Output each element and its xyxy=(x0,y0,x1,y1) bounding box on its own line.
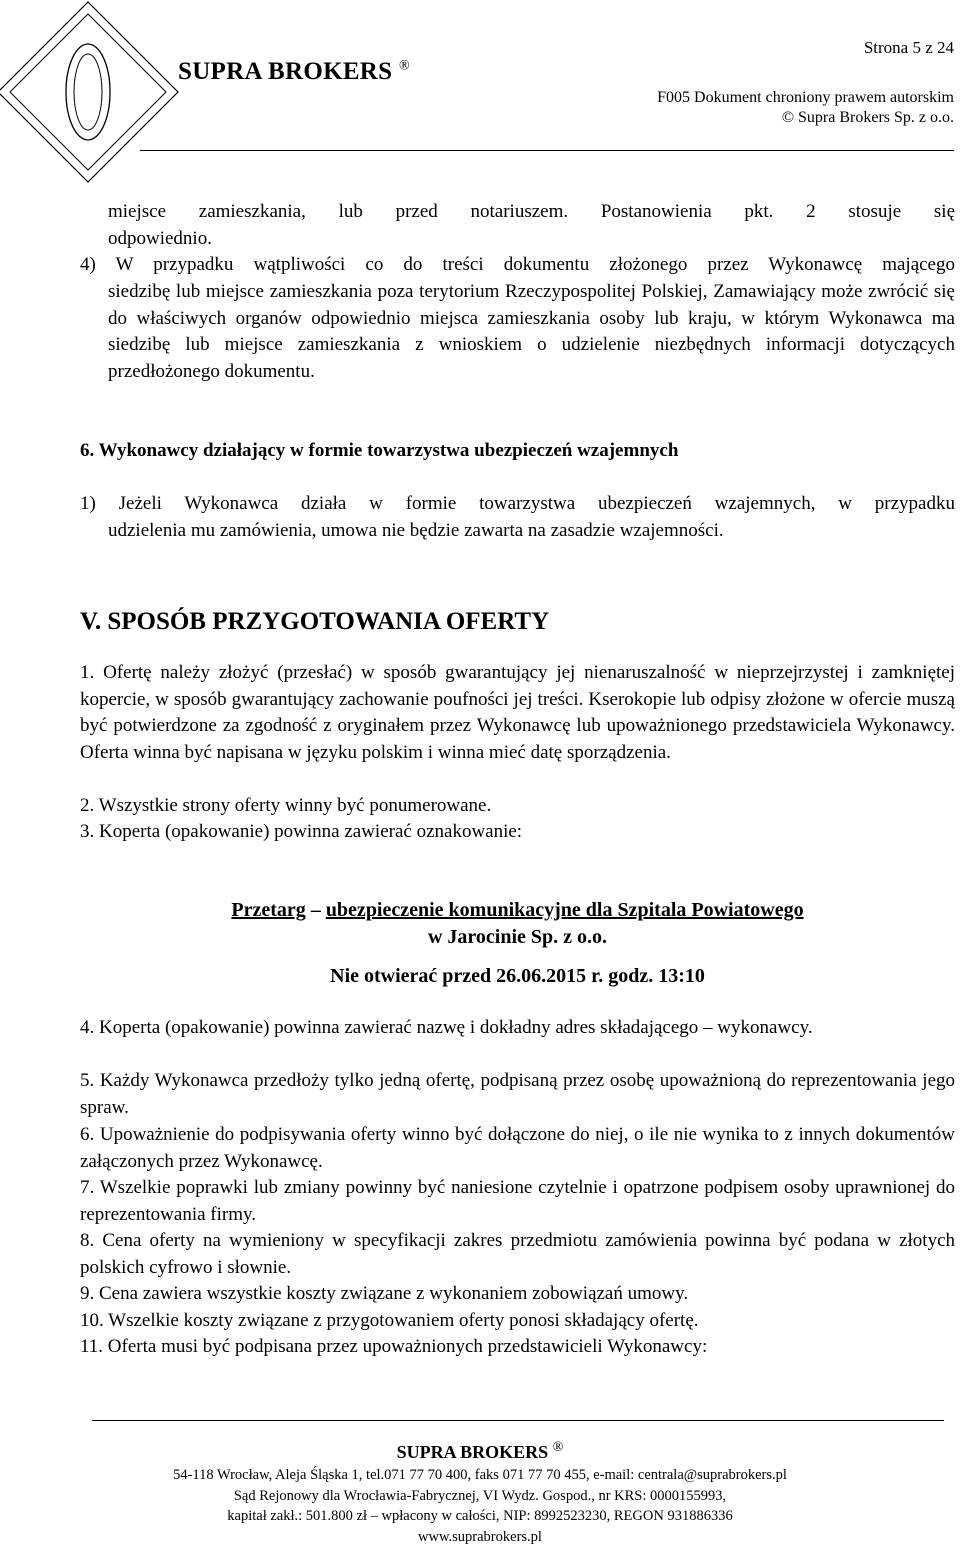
paragraph-2: 2. Wszystkie strony oferty winny być ponumerowane. xyxy=(80,795,492,816)
paragraph-6: 6. Upoważnienie do podpisywania oferty winno być dołączone do niej, o ile nie wynika to z innych dokumentów załączonych przez Wykonawcę. xyxy=(80,1124,955,1172)
paragraph-7: 7. Wszelkie poprawki lub zmiany powinny być naniesione czytelnie i opatrzone podpisem osoby uprawnionej do reprezentowania firmy. xyxy=(80,1177,955,1225)
header-divider xyxy=(140,150,954,151)
paragraph-9: 9. Cena zawiera wszystkie koszty związane z wykonaniem zobowiązań umowy. xyxy=(80,1283,689,1304)
paragraph-4: 4. Koperta (opakowanie) powinna zawierać nazwę i dokładny adres składającego – wykonawcy. xyxy=(80,1017,813,1038)
document-protection-note: F005 Dokument chroniony prawem autorskim xyxy=(657,89,954,106)
footer-court-registration: Sąd Rejonowy dla Wrocławia-Fabrycznej, VI Wydz. Gospod., nr KRS: 0000155993, xyxy=(233,1487,727,1504)
paragraph-10: 10. Wszelkie koszty związane z przygotowaniem oferty ponosi składający ofertę. xyxy=(80,1310,699,1331)
footer-address: 54-118 Wrocław, Aleja Śląska 1, tel.071 77 70 400, faks 071 77 70 455, e-mail: centrala@suprabrokers.pl xyxy=(173,1467,787,1483)
item-4-lead: 4) W przypadku wątpliwości co do treści dokumentu złożonego przez Wykonawcę mającego xyxy=(80,254,955,275)
item-6-1-lead: 1) Jeżeli Wykonawca działa w formie towarzystwa ubezpieczeń wzajemnych, w przypadku xyxy=(80,493,955,514)
envelope-label-line-1: Przetarg – ubezpieczenie komunikacyjne dla Szpitala Powiatowego xyxy=(231,899,804,921)
item-4-text: siedzibę lub miejsce zamieszkania poza terytorium Rzeczypospolitej Polskiej, Zamawiający może zwrócić się do właściwych organów odpowiednio miejsca zamieszkania osoby lub kraju, w którym Wykonawca ma siedzibę lub miejsce zamieszkania z wnioskiem o udzielenie niezbędnych informacji dotyczących przedłożonego dokumentu. xyxy=(108,281,955,382)
continuation-line-end: odpowiednio. xyxy=(108,228,212,249)
page-number: Strona 5 z 24 xyxy=(863,38,954,57)
footer-brand: SUPRA BROKERS ® xyxy=(396,1440,564,1462)
footer-contact xyxy=(0,1465,960,1547)
company-logo-icon xyxy=(0,0,190,190)
section-title: V. SPOSÓB PRZYGOTOWANIA OFERTY xyxy=(80,608,550,635)
item-6-1-text: udzielenia mu zamówienia, umowa nie będzie zawarta na zasadzie wzajemności. xyxy=(108,520,724,541)
paragraph-11: 11. Oferta musi być podpisana przez upoważnionych przedstawicieli Wykonawcy: xyxy=(80,1336,708,1357)
continuation-line: miejsce zamieszkania, lub przed notariuszem. Postanowienia pkt. 2 stosuje się xyxy=(108,201,955,222)
envelope-label-line-2: w Jarocinie Sp. z o.o. xyxy=(427,926,608,948)
paragraph-5: 5. Każdy Wykonawca przedłoży tylko jedną ofertę, podpisaną przez osobę upoważnioną do reprezentowania jego spraw. xyxy=(80,1070,955,1118)
header-brand: SUPRA BROKERS ® xyxy=(178,58,410,85)
subsection-heading: 6. Wykonawcy działający w formie towarzystwa ubezpieczeń wzajemnych xyxy=(80,440,679,461)
footer-capital-tax-info: kapitał zakł.: 501.800 zł – wpłacony w całości, NIP: 8992523230, REGON 931886336 xyxy=(227,1508,733,1524)
footer-website: www.suprabrokers.pl xyxy=(418,1528,542,1545)
copyright-note: © Supra Brokers Sp. z o.o. xyxy=(781,109,954,126)
document-info xyxy=(657,88,954,128)
paragraph-8: 8. Cena oferty na wymieniony w specyfikacji zakres przedmiotu zamówienia powinna być podana w złotych polskich cyfrowo i słownie. xyxy=(80,1230,955,1278)
paragraph-3: 3. Koperta (opakowanie) powinna zawierać oznakowanie: xyxy=(80,821,523,842)
footer-divider xyxy=(92,1420,944,1421)
paragraph-1: 1. Ofertę należy złożyć (przesłać) w sposób gwarantujący jej nienaruszalność w nieprzejrzystej i zamkniętej kopercie, w sposób gwarantujący zachowanie poufności jej treści. Kserokopie lub odpisy złożone w ofercie muszą być potwierdzone za zgodność z oryginałem przez Wykonawcę lub upoważnionego przedstawiciela Wykonawcy. Oferta winna być napisana w języku polskim i winna mieć datę sporządzenia. xyxy=(80,662,955,763)
envelope-label-line-3: Nie otwierać przed 26.06.2015 r. godz. 13:10 xyxy=(330,965,705,987)
